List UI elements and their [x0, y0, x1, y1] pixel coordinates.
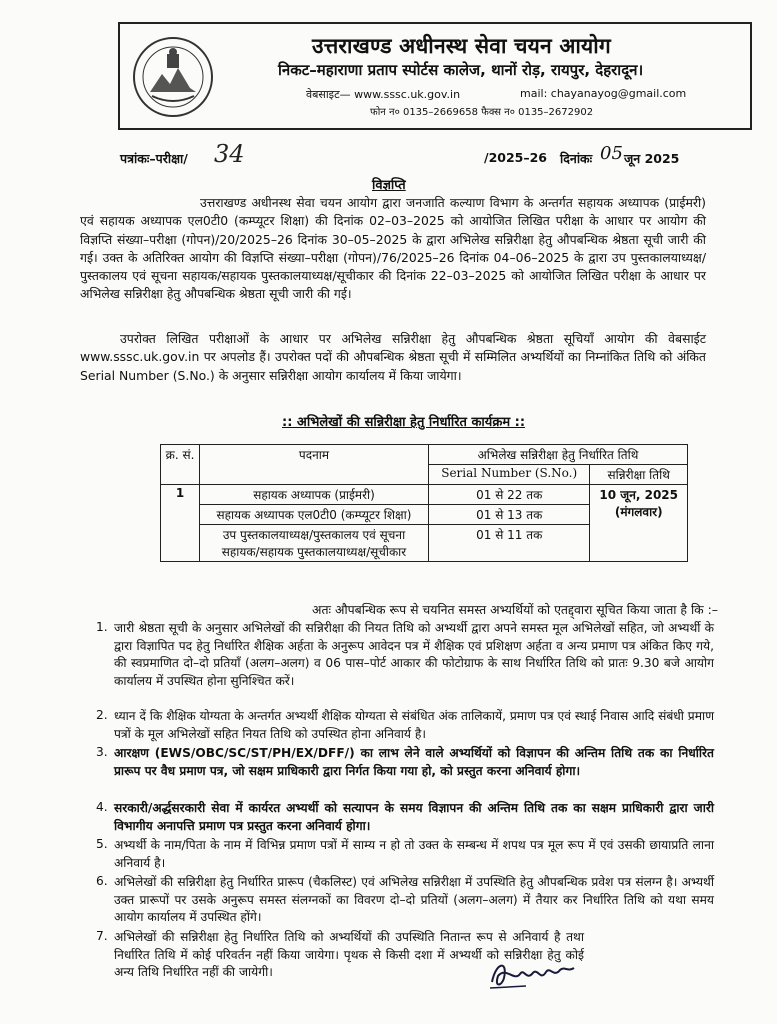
col-header-group: अभिलेख सन्निरीक्षा हेतु निर्धारित तिथि: [429, 445, 688, 465]
item-number: 2.: [96, 708, 108, 722]
cell-serial: 01 से 11 तक: [429, 525, 590, 562]
item-number: 5.: [96, 837, 108, 851]
commission-seal-logo: [132, 36, 214, 118]
cell-serial: 01 से 13 तक: [429, 505, 590, 525]
date-month-year: जून 2025: [624, 151, 680, 166]
date-label: दिनांकः: [560, 151, 593, 166]
website-text: वेबसाइट— www.sssc.uk.gov.in: [306, 88, 461, 101]
notice-title: विज्ञप्ति: [372, 178, 406, 193]
reference-number: 34: [214, 140, 245, 168]
schedule-table: [160, 444, 688, 562]
commission-title: उत्तराखण्ड अधीनस्थ सेवा चयन आयोग: [312, 34, 611, 58]
commission-address: निकट–महाराणा प्रताप स्पोर्टस कालेज, थानों रोड़, रायपुर, देहरादून।: [278, 61, 644, 79]
table-header-row: [161, 445, 688, 465]
schedule-title: :: अभिलेखों की सन्निरीक्षा हेतु निर्धारित कार्यक्रम ::: [282, 415, 526, 430]
paragraph-2: उपरोक्त लिखित परीक्षाओं के आधार पर अभिलेख सन्निरीक्षा हेतु औपबन्धिक श्रेष्ठता सूचियाँ आयोग की वेबसाईट www.sssc.uk.gov.in पर अपलोड हैं। उपरोक्त पदों की औपबन्धिक श्रेष्ठता सूची में सम्मिलित अभ्यर्थियों का निम्नांकित तिथि को अंकित Serial Number (S.No.) के अनुसार सन्निरीक्षा आयोग कार्यालय में किया जायेगा।: [80, 331, 706, 383]
item-number: 4.: [96, 800, 108, 814]
reference-year: /2025–26: [484, 150, 548, 165]
col-header-post: पदनाम: [200, 445, 429, 485]
exam-day: (मंगलवार): [614, 505, 663, 519]
exam-date: 10 जून, 2025: [599, 488, 678, 502]
phone-fax-text: फोन न० 0135–2669658 फैक्स न० 0135–2672902: [370, 107, 594, 118]
instruction-item-2: ध्यान दें कि शैक्षिक योग्यता के अन्तर्गत अभ्यर्थी शैक्षिक योग्यता से संबंधित अंक तालिकायें, प्रमाण पत्र एवं स्थाई निवास आदि संबंधी प्रमाण पत्रों के मूल अभिलेखों सहित नियत तिथि को उपस्थित होना अनिवार्य है।: [114, 709, 714, 741]
table-row: [161, 485, 688, 505]
cell-date: [590, 485, 688, 562]
cell-post: सहायक अध्यापक एल0टी0 (कम्प्यूटर शिक्षा): [200, 505, 429, 525]
instructions-intro: अतः औपबन्धिक रूप से चयनित समस्त अभ्यर्थियों को एतद्द्वारा सूचित किया जाता है कि :–: [312, 602, 718, 617]
instruction-item-3: आरक्षण (EWS/OBC/SC/ST/PH/EX/DFF/) का लाभ लेने वाले अभ्यर्थियों को विज्ञापन की अन्तिम तिथि तक का निर्धारित प्रारूप पर वैध प्रमाण पत्र, जो सक्षम प्राधिकारी द्वारा निर्गत किया गया हो, को प्रस्तुत करना अनिवार्य होगा।: [114, 746, 714, 778]
instruction-item-5: अभ्यर्थी के नाम/पिता के नाम में विभिन्न प्रमाण पत्रों में साम्य न हो तो उक्त के सम्बन्ध में शपथ पत्र मूल रूप में एवं उसकी छायाप्रति लाना अनिवार्य है।: [114, 838, 714, 870]
cell-serial: 01 से 22 तक: [429, 485, 590, 505]
officer-signature: [486, 952, 582, 996]
item-number: 1.: [96, 620, 108, 634]
item-number: 7.: [96, 929, 108, 943]
instruction-item-4: सरकारी/अर्द्धसरकारी सेवा में कार्यरत अभ्यर्थी को सत्यापन के समय विज्ञापन की अन्तिम तिथि तक का सक्षम प्राधिकारी द्वारा जारी विभागीय अनापत्ति प्रमाण पत्र प्रस्तुत करना अनिवार्य होगा।: [114, 801, 714, 833]
paragraph-1: उत्तराखण्ड अधीनस्थ सेवा चयन आयोग द्वारा जनजाति कल्याण विभाग के अन्तर्गत सहायक अध्यापक (प्राईमरी) एवं सहायक अध्यापक एल0टी0 (कम्प्यूटर शिक्षा) की दिनांक 02–03–2025 को आयोजित लिखित परीक्षा के आधार पर आयोग की विज्ञप्ति संख्या–परीक्षा (गोपन)/20/2025–26 दिनांक 30–05–2025 के द्वारा अभिलेख सन्निरीक्षा हेतु औपबन्धिक श्रेष्ठता सूची जारी की गई। उक्त के अतिरिक्त आयोग की विज्ञप्ति संख्या–परीक्षा (गोपन)/76/2025–26 दिनांक 04–06–2025 के द्वारा उप पुस्तकालयाध्यक्ष/पुस्तकालय एवं सूचना सहायक/सहायक पुस्तकालयाध्यक्ष/सूचीकार की दिनांक 22–03–2025 को आयोजित लिखित परीक्षा के आधार पर अभिलेख सन्निरीक्षा हेतु औपबन्धिक श्रेष्ठता सूची जारी की गई।: [80, 195, 706, 302]
cell-post: उप पुस्तकालयाध्यक्ष/पुस्तकालय एवं सूचना सहायक/सहायक पुस्तकालयाध्यक्ष/सूचीकार: [200, 525, 429, 562]
instruction-item-7: अभिलेखों की सन्निरीक्षा हेतु निर्धारित तिथि को अभ्यर्थियों की उपस्थिति नितान्त रूप से अनिवार्य है तथा निर्धारित तिथि में कोई परिवर्तन नहीं किया जायेगा। पृथक से किसी दशा में अभ्यर्थी को सन्निरीक्षा हेतु कोई अन्य तिथि निर्धारित नहीं की जायेगी।: [114, 930, 584, 980]
cell-post: सहायक अध्यापक (प्राईमरी): [200, 485, 429, 505]
item-number: 6.: [96, 874, 108, 888]
col-header-serial: Serial Number (S.No.): [429, 465, 590, 485]
cell-sno: 1: [161, 485, 200, 562]
date-day: 05: [600, 143, 623, 164]
email-text: mail: chayanayog@gmail.com: [520, 87, 687, 100]
col-header-date: सन्निरीक्षा तिथि: [590, 465, 688, 485]
instruction-item-6: अभिलेखों की सन्निरीक्षा हेतु निर्धारित प्रारूप (चैकलिस्ट) एवं अभिलेख सन्निरीक्षा में उपस्थिति हेतु औपबन्धिक प्रवेश पत्र संलग्न है। अभ्यर्थी उक्त प्रारूपों पर उसके अनुरूप समस्त संलग्नकों का विवरण दो–दो प्रतियों (अलग–अलग) में तैयार कर निर्धारित तिथि को यथा समय आयोग कार्यालय में उपस्थित होंगे।: [114, 875, 714, 925]
col-header-sno: क्र. सं.: [161, 445, 200, 485]
item-number: 3.: [96, 745, 108, 759]
reference-label: पत्रांकः–परीक्षा/: [120, 151, 188, 166]
instruction-item-1: जारी श्रेष्ठता सूची के अनुसार अभिलेखों की सन्निरीक्षा की नियत तिथि को अभ्यर्थी द्वारा अपने समस्त मूल अभिलेखों सहित, जो अभ्यर्थी के द्वारा विज्ञापित पद हेतु निर्धारित शैक्षिक अर्हता के अनुरूप आवेदन पत्र में शैक्षिक एवं प्रशिक्षण अर्हता व अन्य प्रमाण पत्र अंकित किए गये, की स्वप्रमाणित दो–दो प्रतियाँ (अलग–अलग) व 06 पास–पोर्ट आकार की फोटोग्राफ के साथ निर्धारित तिथि को प्रातः 9.30 बजे आयोग कार्यालय में उपस्थित होना सुनिश्चित करें।: [114, 621, 714, 688]
